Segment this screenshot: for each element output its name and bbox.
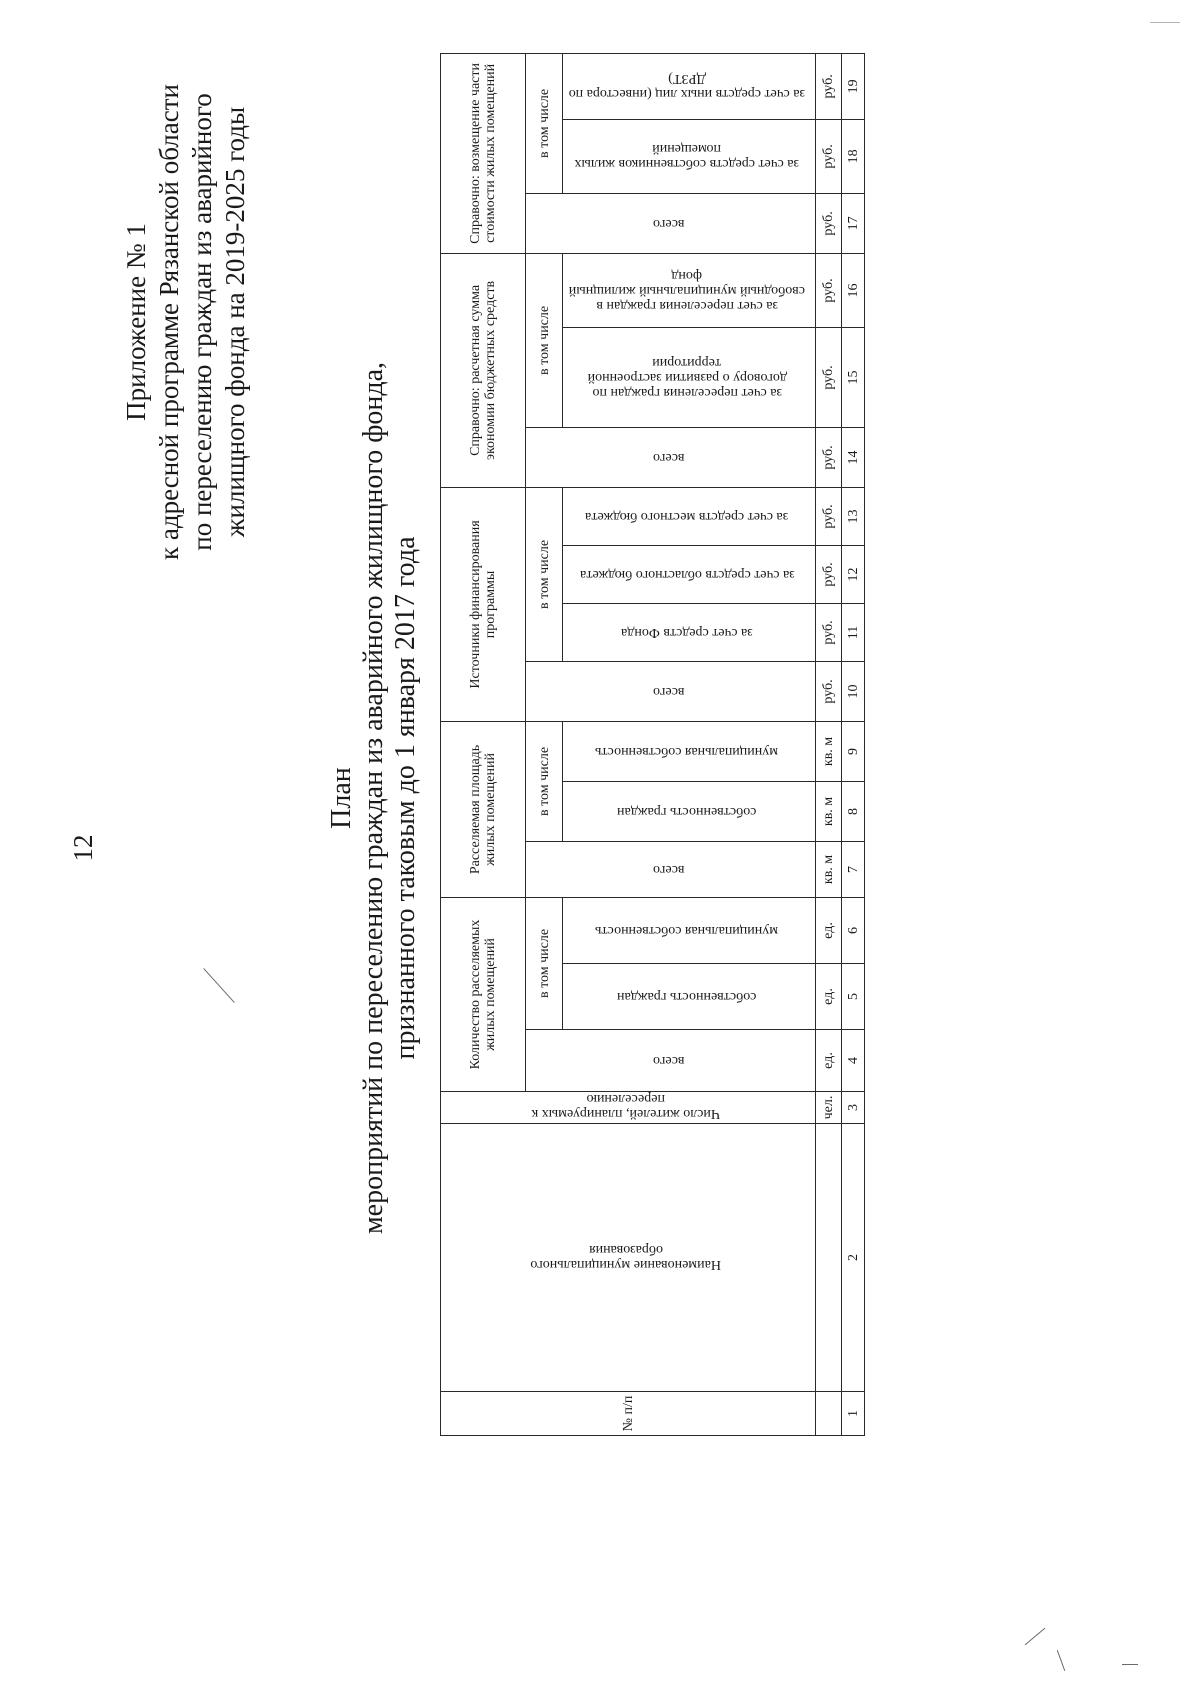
unit-cell: руб. xyxy=(816,193,842,253)
unit-cell: руб. xyxy=(816,119,842,193)
unit-cell: руб. xyxy=(816,253,842,327)
header-total: всего xyxy=(526,841,816,897)
column-number: 18 xyxy=(842,119,865,193)
header-residents: Число жителей, планируемых к переселению xyxy=(441,1092,816,1124)
unit-cell: кв. м xyxy=(816,781,842,841)
column-number: 17 xyxy=(842,193,865,253)
header-group-compensation: Справочно: возмещение части стоимости жилых помещений xyxy=(441,53,526,253)
column-number: 16 xyxy=(842,253,865,327)
column-number: 10 xyxy=(842,661,865,721)
column-number: 3 xyxy=(842,1092,865,1124)
page-number: 12 xyxy=(68,834,98,862)
header-group-count: Количество расселяемых жилых помещений xyxy=(441,897,526,1091)
unit-cell: руб. xyxy=(816,427,842,487)
unit-cell: кв. м xyxy=(816,721,842,781)
header-total: всего xyxy=(526,427,816,487)
header-including: в том числе xyxy=(526,253,563,427)
column-number: 9 xyxy=(842,721,865,781)
header-group-sources: Источники финансирования программы xyxy=(441,487,526,721)
unit-cell: руб. xyxy=(816,545,842,603)
header-including: в том числе xyxy=(526,721,563,841)
plan-table xyxy=(440,53,865,1436)
unit-cell: руб. xyxy=(816,487,842,545)
appendix-line: Приложение № 1 xyxy=(121,223,151,421)
unit-cell: чел. xyxy=(816,1092,842,1124)
column-number: 8 xyxy=(842,781,865,841)
header-group-area: Расселяемая площадь жилых помещений xyxy=(441,721,526,897)
unit-cell: ед. xyxy=(816,1030,842,1092)
column-number: 1 xyxy=(842,1392,865,1436)
unit-cell xyxy=(816,1392,842,1436)
unit-cell: кв. м xyxy=(816,841,842,897)
header-including: в том числе xyxy=(526,487,563,661)
plan-title-line: признанного таковым до 1 января 2017 года xyxy=(390,536,421,1060)
header-total: всего xyxy=(526,661,816,721)
header-including: в том числе xyxy=(526,897,563,1029)
column-number: 13 xyxy=(842,487,865,545)
header-including: в том числе xyxy=(526,53,563,193)
column-number: 5 xyxy=(842,964,865,1030)
column-number: 7 xyxy=(842,841,865,897)
header-citizens-property: собственность граждан xyxy=(563,781,816,841)
header-num: № п/п xyxy=(441,1392,816,1436)
appendix-header xyxy=(120,62,252,582)
header-total: всего xyxy=(526,1030,816,1092)
plan-title xyxy=(326,198,422,1398)
header-total: всего xyxy=(526,193,816,253)
unit-cell: руб. xyxy=(816,327,842,427)
appendix-line: по переселению граждан из аварийного xyxy=(187,93,217,551)
column-number: 2 xyxy=(842,1124,865,1392)
header-economy-contract: за счет переселения граждан по договору о развитии застроенной территории xyxy=(563,327,816,427)
header-regional-budget: за счет средств областного бюджета xyxy=(563,545,816,603)
header-municipal-property: муниципальная собственность xyxy=(563,897,816,963)
column-number: 11 xyxy=(842,603,865,661)
unit-cell: ед. xyxy=(816,897,842,963)
plan-title-line: План xyxy=(326,767,357,829)
header-local-budget: за счет средств местного бюджета xyxy=(563,487,816,545)
column-number: 12 xyxy=(842,545,865,603)
column-number: 14 xyxy=(842,427,865,487)
column-number: 15 xyxy=(842,327,865,427)
column-number: 6 xyxy=(842,897,865,963)
header-municipality: Наименование муниципального образования xyxy=(441,1124,816,1392)
unit-cell: руб. xyxy=(816,603,842,661)
column-number: 4 xyxy=(842,1030,865,1092)
plan-title-line: мероприятий по переселению граждан из аварийного жилищного фонда, xyxy=(358,361,389,1235)
appendix-line: жилищного фонда на 2019-2025 годы xyxy=(220,106,250,538)
header-fund-means: за счет средств Фонда xyxy=(563,603,816,661)
header-other-persons: за счет средств иных лиц (инвестора по ДРЗТ) xyxy=(563,53,816,119)
header-owners-means: за счет средств собственников жилых помещений xyxy=(563,119,816,193)
header-economy-free-fund: за счет переселения граждан в свободный муниципальный жилищный фонд xyxy=(563,253,816,327)
appendix-line: к адресной программе Рязанской области xyxy=(154,84,184,560)
unit-cell: руб. xyxy=(816,53,842,119)
scan-mark xyxy=(1122,1664,1138,1665)
header-group-economy: Справочно: расчетная сумма экономии бюджетных средств xyxy=(441,253,526,487)
header-citizens-property: собственность граждан xyxy=(563,964,816,1030)
column-number: 19 xyxy=(842,53,865,119)
header-municipal-property: муниципальная собственность xyxy=(563,721,816,781)
unit-cell xyxy=(816,1124,842,1392)
unit-cell: ед. xyxy=(816,964,842,1030)
unit-cell: руб. xyxy=(816,661,842,721)
scan-mark xyxy=(1150,22,1180,23)
